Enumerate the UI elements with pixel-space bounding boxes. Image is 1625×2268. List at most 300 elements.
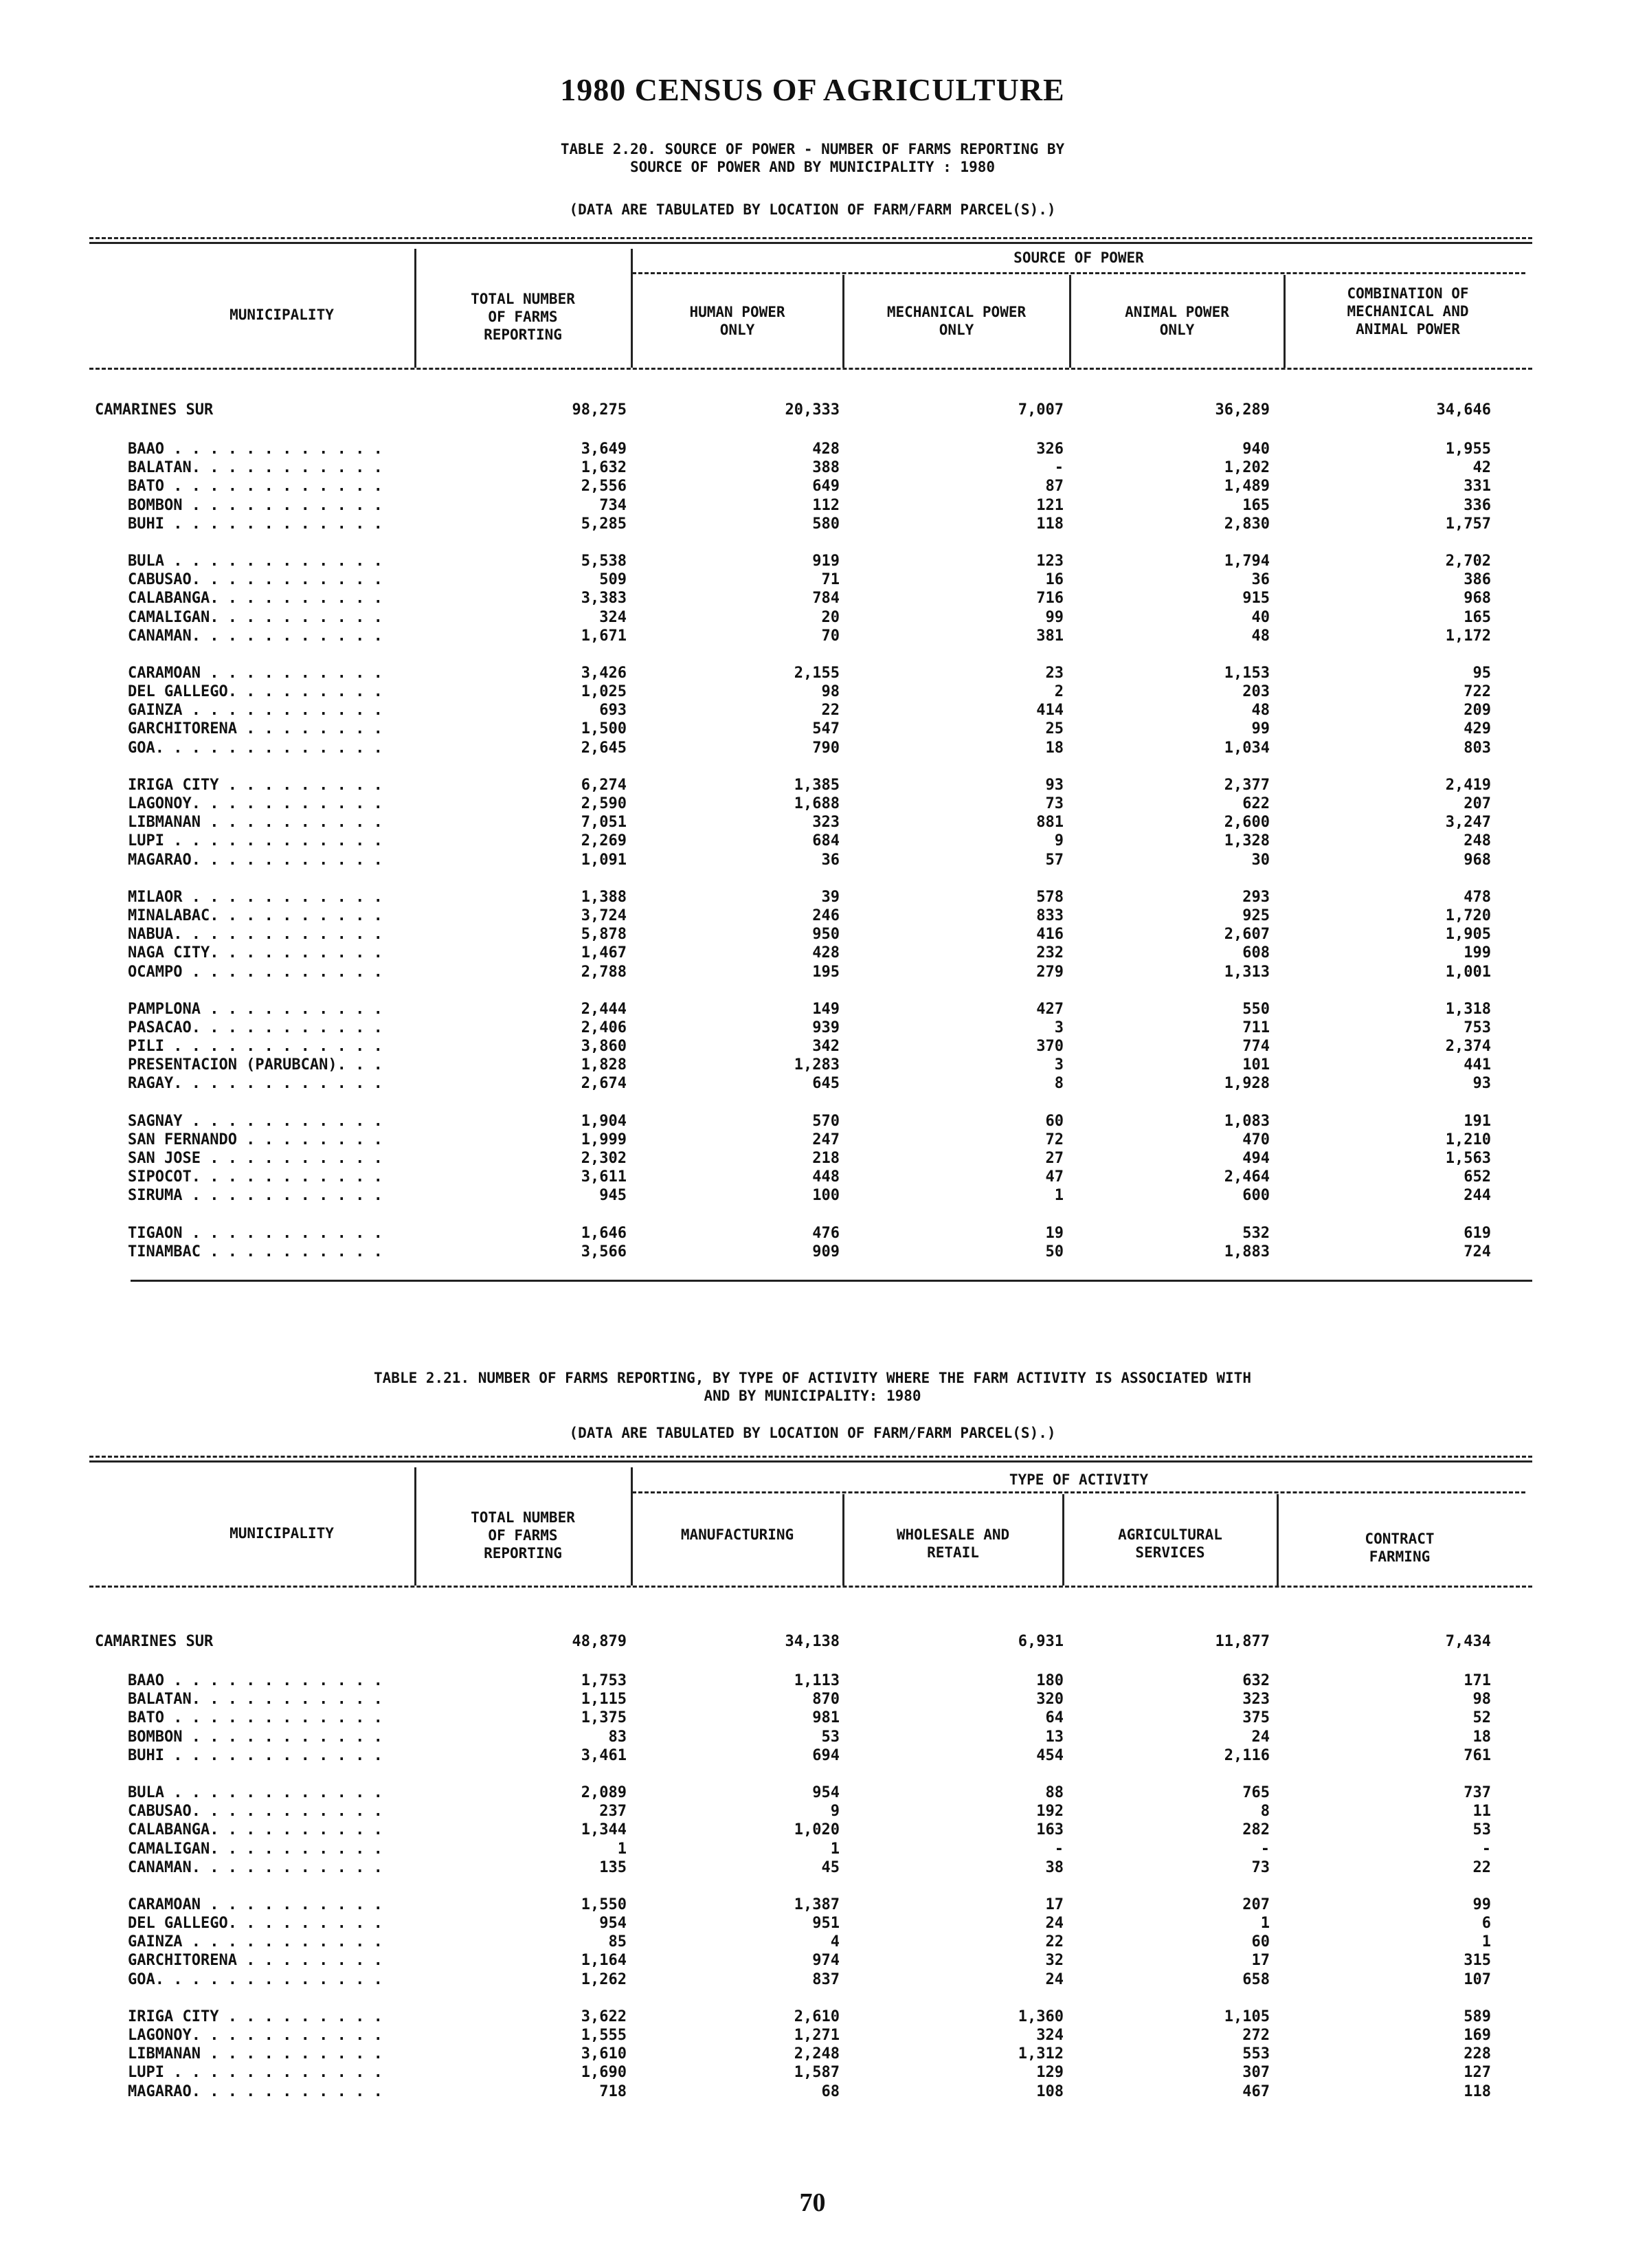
header-line: OF FARMS xyxy=(488,1527,558,1544)
value-cell: 716 xyxy=(1036,590,1064,608)
table2-col3-header xyxy=(1065,1526,1275,1561)
value-cell: 53 xyxy=(1472,1821,1491,1839)
table2-top-rule xyxy=(89,1456,1532,1458)
value-cell: 18 xyxy=(1472,1728,1491,1746)
value-cell: 169 xyxy=(1464,2027,1491,2044)
value-cell: 1,153 xyxy=(1224,664,1270,682)
table1-top-rule-solid xyxy=(89,242,1532,244)
municipality-name: CARAMOAN . . . . . . . . . . xyxy=(128,664,383,682)
value-cell: 22 xyxy=(1045,1933,1064,1951)
table2-top-rule-solid xyxy=(89,1460,1532,1463)
table-row xyxy=(0,944,1625,963)
table-row xyxy=(0,720,1625,739)
total-value: 83 xyxy=(608,1728,627,1746)
value-cell: 1,113 xyxy=(794,1672,840,1689)
value-cell: 39 xyxy=(821,888,840,906)
value-cell: 279 xyxy=(1036,963,1064,981)
value-cell: 13 xyxy=(1045,1728,1064,1746)
value-cell: 171 xyxy=(1464,1672,1491,1689)
value-cell: 326 xyxy=(1036,441,1064,458)
value-cell: 2,116 xyxy=(1224,1746,1270,1764)
table-row xyxy=(0,1075,1625,1093)
table2-municipality-header: MUNICIPALITY xyxy=(229,1525,334,1542)
value-cell: 658 xyxy=(1242,1970,1270,1988)
total-value: 2,089 xyxy=(581,1783,627,1801)
table-row xyxy=(0,1709,1625,1728)
value-cell: 2,830 xyxy=(1224,515,1270,533)
value-cell: 1 xyxy=(830,1840,840,1858)
value-cell: 589 xyxy=(1464,2008,1491,2025)
municipality-name: SIRUMA . . . . . . . . . . . xyxy=(128,1187,383,1205)
value-cell: 101 xyxy=(1242,1056,1270,1074)
value-cell: 915 xyxy=(1242,590,1270,608)
municipality-name: IRIGA CITY . . . . . . . . . xyxy=(128,2008,383,2025)
table-row xyxy=(0,702,1625,720)
value-cell: 129 xyxy=(1036,2064,1064,2082)
table2-title-line1: TABLE 2.21. NUMBER OF FARMS REPORTING, BY TYPE OF ACTIVITY WHERE THE FARM ACTIVITY IS ASSOCIATED WITH xyxy=(374,1370,1251,1386)
table2-header-rule xyxy=(89,1586,1532,1588)
table-row xyxy=(0,2064,1625,2082)
table-row xyxy=(0,1821,1625,1840)
value-cell: 1 xyxy=(1481,1933,1491,1951)
value-cell: 388 xyxy=(812,459,840,477)
table-row xyxy=(0,1672,1625,1691)
table-row xyxy=(0,459,1625,478)
table-row xyxy=(0,627,1625,646)
value-cell: 381 xyxy=(1036,627,1064,645)
value-cell: 1,328 xyxy=(1224,832,1270,850)
header-line: ANIMAL POWER xyxy=(1125,304,1229,320)
value-cell: 247 xyxy=(812,1131,840,1148)
value-cell: 870 xyxy=(812,1691,840,1709)
value-cell: 940 xyxy=(1242,441,1270,458)
value-cell: 53 xyxy=(821,1728,840,1746)
value-cell: 98 xyxy=(821,683,840,701)
value-cell: 547 xyxy=(812,720,840,738)
value-cell: 22 xyxy=(1472,1858,1491,1876)
table-row xyxy=(0,852,1625,870)
municipality-name: CABUSAO. . . . . . . . . . . xyxy=(128,1803,383,1821)
value-cell: 1,020 xyxy=(794,1821,840,1839)
value-cell: 1,688 xyxy=(794,795,840,812)
header-line: MECHANICAL AND xyxy=(1347,303,1469,320)
municipality-name: DEL GALLEGO. . . . . . . . . xyxy=(128,1915,383,1933)
municipality-name: OCAMPO . . . . . . . . . . . xyxy=(128,963,383,981)
value-cell: 8 xyxy=(1260,1803,1270,1821)
value-cell: 454 xyxy=(1036,1746,1064,1764)
value-cell: 909 xyxy=(812,1243,840,1260)
total-value: 1,646 xyxy=(581,1224,627,1242)
municipality-name: CABUSAO. . . . . . . . . . . xyxy=(128,571,383,589)
municipality-name: CAMALIGAN. . . . . . . . . . xyxy=(128,608,383,626)
table1-group-header: SOURCE OF POWER xyxy=(1013,249,1144,266)
table2-divider xyxy=(414,1467,416,1586)
table1-bottom-rule xyxy=(131,1280,1532,1282)
municipality-name: GAINZA . . . . . . . . . . . xyxy=(128,1933,383,1951)
table-row xyxy=(0,2083,1625,2102)
table1-header-rule xyxy=(89,368,1532,370)
value-cell: 71 xyxy=(821,571,840,589)
value-cell: 246 xyxy=(812,907,840,924)
value-cell: 1,271 xyxy=(794,2027,840,2044)
table1-title-line1: TABLE 2.20. SOURCE OF POWER - NUMBER OF FARMS REPORTING BY xyxy=(560,141,1065,157)
value-cell: 608 xyxy=(1242,944,1270,962)
value-cell: 3 xyxy=(1054,1056,1064,1074)
municipality-name: MAGARAO. . . . . . . . . . . xyxy=(128,2082,383,2100)
municipality-name: CANAMAN. . . . . . . . . . . xyxy=(128,1858,383,1876)
value-cell: 722 xyxy=(1464,683,1491,701)
table-row xyxy=(0,1168,1625,1187)
value-cell: 1,105 xyxy=(1224,2008,1270,2025)
total-value: 3,649 xyxy=(581,441,627,458)
value-cell: 414 xyxy=(1036,702,1064,720)
value-cell: 149 xyxy=(812,1000,840,1018)
total-value: 3,383 xyxy=(581,590,627,608)
value-cell: 108 xyxy=(1036,2082,1064,2100)
value-cell: 494 xyxy=(1242,1150,1270,1167)
header-line: MECHANICAL POWER xyxy=(886,304,1027,320)
municipality-name: BUHI . . . . . . . . . . . . xyxy=(128,515,383,533)
total-value: 3,611 xyxy=(581,1168,627,1186)
total-value: 509 xyxy=(599,571,627,589)
header-line: TOTAL NUMBER xyxy=(471,291,575,307)
table-row xyxy=(0,907,1625,926)
value-cell: 23 xyxy=(1045,664,1064,682)
value-cell: 974 xyxy=(812,1952,840,1970)
value-cell: 99 xyxy=(1045,608,1064,626)
municipality-name: BOMBON . . . . . . . . . . . xyxy=(128,1728,383,1746)
value-cell: 632 xyxy=(1242,1672,1270,1689)
value-cell: 1,757 xyxy=(1445,515,1491,533)
value-cell: 336 xyxy=(1464,496,1491,514)
value-cell: 2,464 xyxy=(1224,1168,1270,1186)
value-cell: 68 xyxy=(821,2082,840,2100)
value-cell: 441 xyxy=(1464,1056,1491,1074)
value-cell: 925 xyxy=(1242,907,1270,924)
value-cell: 180 xyxy=(1036,1672,1064,1689)
value-cell: 684 xyxy=(812,832,840,850)
municipality-name: LIBMANAN . . . . . . . . . . xyxy=(128,2045,383,2063)
table-row xyxy=(0,1803,1625,1821)
value-cell: 774 xyxy=(1242,1038,1270,1056)
table-row xyxy=(0,1038,1625,1056)
value-cell: 52 xyxy=(1472,1709,1491,1727)
table-row xyxy=(0,1150,1625,1168)
table-row xyxy=(0,1896,1625,1915)
total-value: 3,860 xyxy=(581,1038,627,1056)
table-row xyxy=(0,2045,1625,2064)
value-cell: 1,720 xyxy=(1445,907,1491,924)
value-cell: 1,489 xyxy=(1224,478,1270,496)
value-cell: 195 xyxy=(812,963,840,981)
total-value: 1,753 xyxy=(581,1672,627,1689)
table2-group-rule xyxy=(632,1491,1525,1493)
value-cell: 293 xyxy=(1242,888,1270,906)
value-cell: 375 xyxy=(1242,1709,1270,1727)
municipality-name: LAGONOY. . . . . . . . . . . xyxy=(128,795,383,812)
total-value: 3,610 xyxy=(581,2045,627,2063)
value-cell: 17 xyxy=(1045,1895,1064,1913)
municipality-name: TIGAON . . . . . . . . . . . xyxy=(128,1224,383,1242)
table1-col2-header xyxy=(845,303,1068,339)
value-cell: 1,587 xyxy=(794,2064,840,2082)
value-cell: - xyxy=(1054,1840,1064,1858)
value-cell: 60 xyxy=(1045,1112,1064,1130)
table-row xyxy=(0,515,1625,534)
total-value: 693 xyxy=(599,702,627,720)
value-cell: 470 xyxy=(1242,1131,1270,1148)
value-cell: 9 xyxy=(1054,832,1064,850)
table1-group-rule xyxy=(632,272,1525,274)
value-cell: 428 xyxy=(812,441,840,458)
total-value: 6,274 xyxy=(581,776,627,794)
table-row xyxy=(0,2027,1625,2045)
value-cell: 645 xyxy=(812,1075,840,1093)
table-row xyxy=(0,1131,1625,1150)
value-cell: 342 xyxy=(812,1038,840,1056)
value-cell: 711 xyxy=(1242,1019,1270,1036)
value-cell: 19 xyxy=(1045,1224,1064,1242)
value-cell: 323 xyxy=(1242,1691,1270,1709)
table-row xyxy=(0,1225,1625,1243)
table2-col2-header xyxy=(845,1526,1061,1561)
province-total-row xyxy=(0,401,1625,422)
municipality-name: SAN FERNANDO . . . . . . . . xyxy=(128,1131,383,1148)
total-value: 1,632 xyxy=(581,459,627,477)
value-cell: 386 xyxy=(1464,571,1491,589)
table-row xyxy=(0,1001,1625,1019)
value-cell: 2,377 xyxy=(1224,776,1270,794)
table2-divider xyxy=(842,1494,844,1586)
value-cell: 919 xyxy=(812,552,840,570)
municipality-name: CARAMOAN . . . . . . . . . . xyxy=(128,1895,383,1913)
total-value: 5,285 xyxy=(581,515,627,533)
total-value: 7,051 xyxy=(581,814,627,832)
value-cell: 429 xyxy=(1464,720,1491,738)
municipality-name: MILAOR . . . . . . . . . . . xyxy=(128,888,383,906)
total-value: 3,622 xyxy=(581,2008,627,2025)
value-cell: 323 xyxy=(812,814,840,832)
table1-divider xyxy=(842,275,844,368)
value-cell: 2,607 xyxy=(1224,926,1270,944)
table-row xyxy=(0,683,1625,702)
header-line: ONLY xyxy=(939,322,974,338)
value-cell: 649 xyxy=(812,478,840,496)
value-cell: 24 xyxy=(1251,1728,1270,1746)
value-cell: 939 xyxy=(812,1019,840,1036)
value-cell: 1,312 xyxy=(1018,2045,1064,2063)
value-cell: 578 xyxy=(1036,888,1064,906)
value-cell: 11 xyxy=(1472,1803,1491,1821)
value-cell: 652 xyxy=(1464,1168,1491,1186)
value-cell: 27 xyxy=(1045,1150,1064,1167)
value-cell: 18 xyxy=(1045,739,1064,757)
total-value: 1,690 xyxy=(581,2064,627,2082)
value-cell: 107 xyxy=(1464,1970,1491,1988)
value-cell: 248 xyxy=(1464,832,1491,850)
total-value: 1,828 xyxy=(581,1056,627,1074)
value-cell: 207 xyxy=(1242,1895,1270,1913)
table-row xyxy=(0,926,1625,944)
value-cell: 803 xyxy=(1464,739,1491,757)
municipality-name: GARCHITORENA . . . . . . . . xyxy=(128,720,383,738)
value-cell: 40 xyxy=(1251,608,1270,626)
value-cell: 207 xyxy=(1464,795,1491,812)
value-cell: 98 xyxy=(1472,1691,1491,1709)
table-row xyxy=(0,1952,1625,1970)
municipality-name: NABUA. . . . . . . . . . . . xyxy=(128,926,383,944)
municipality-name: IRIGA CITY . . . . . . . . . xyxy=(128,776,383,794)
municipality-name: NAGA CITY. . . . . . . . . . xyxy=(128,944,383,962)
header-line: ONLY xyxy=(719,322,755,338)
value-cell: 127 xyxy=(1464,2064,1491,2082)
municipality-name: CAMARINES SUR xyxy=(95,1633,214,1650)
value-cell: 532 xyxy=(1242,1224,1270,1242)
header-line: ANIMAL POWER xyxy=(1356,321,1460,337)
municipality-name: BAAO . . . . . . . . . . . . xyxy=(128,1672,383,1689)
value-cell: 968 xyxy=(1464,590,1491,608)
value-cell: 570 xyxy=(812,1112,840,1130)
municipality-name: MAGARAO. . . . . . . . . . . xyxy=(128,851,383,869)
value-cell: 121 xyxy=(1036,496,1064,514)
header-line: AGRICULTURAL xyxy=(1118,1526,1222,1543)
total-value: 2,302 xyxy=(581,1150,627,1167)
municipality-name: GAINZA . . . . . . . . . . . xyxy=(128,702,383,720)
table-row xyxy=(0,665,1625,683)
table-row xyxy=(0,964,1625,982)
total-value: 1,025 xyxy=(581,683,627,701)
table-row xyxy=(0,740,1625,758)
table-row xyxy=(0,1728,1625,1747)
table1-divider xyxy=(1069,275,1071,368)
total-value: 1,091 xyxy=(581,851,627,869)
value-cell: 118 xyxy=(1464,2082,1491,2100)
value-cell: 784 xyxy=(812,590,840,608)
value-cell: 218 xyxy=(812,1150,840,1167)
table2-group-header: TYPE OF ACTIVITY xyxy=(1009,1471,1149,1488)
value-cell: 11,877 xyxy=(1215,1633,1270,1650)
value-cell: 837 xyxy=(812,1970,840,1988)
table-row xyxy=(0,478,1625,496)
table2-col1-header xyxy=(634,1526,841,1544)
header-line: FARMING xyxy=(1369,1548,1431,1565)
table-row xyxy=(0,497,1625,515)
value-cell: 765 xyxy=(1242,1783,1270,1801)
value-cell: 47 xyxy=(1045,1168,1064,1186)
value-cell: - xyxy=(1260,1840,1270,1858)
value-cell: 3,247 xyxy=(1445,814,1491,832)
value-cell: 93 xyxy=(1472,1075,1491,1093)
total-value: 1,344 xyxy=(581,1821,627,1839)
municipality-name: CAMALIGAN. . . . . . . . . . xyxy=(128,1840,383,1858)
table-row xyxy=(0,1747,1625,1766)
value-cell: 112 xyxy=(812,496,840,514)
total-value: 3,426 xyxy=(581,664,627,682)
value-cell: 34,646 xyxy=(1436,401,1491,419)
value-cell: 99 xyxy=(1472,1895,1491,1913)
value-cell: 478 xyxy=(1464,888,1491,906)
value-cell: 370 xyxy=(1036,1038,1064,1056)
municipality-name: BATO . . . . . . . . . . . . xyxy=(128,478,383,496)
table1-col4-header xyxy=(1286,285,1529,338)
municipality-name: MINALABAC. . . . . . . . . . xyxy=(128,907,383,924)
value-cell: 191 xyxy=(1464,1112,1491,1130)
value-cell: 36 xyxy=(1251,571,1270,589)
municipality-name: BAAO . . . . . . . . . . . . xyxy=(128,441,383,458)
total-value: 1,671 xyxy=(581,627,627,645)
value-cell: 7,007 xyxy=(1018,401,1064,419)
table1-municipality-header: MUNICIPALITY xyxy=(229,307,334,323)
value-cell: 6 xyxy=(1481,1915,1491,1933)
total-value: 1,550 xyxy=(581,1895,627,1913)
value-cell: 99 xyxy=(1251,720,1270,738)
value-cell: 209 xyxy=(1464,702,1491,720)
value-cell: 272 xyxy=(1242,2027,1270,2044)
table2-divider xyxy=(1277,1494,1279,1586)
value-cell: 70 xyxy=(821,627,840,645)
table2-divider xyxy=(1062,1494,1064,1586)
total-value: 1 xyxy=(617,1840,627,1858)
value-cell: 550 xyxy=(1242,1000,1270,1018)
value-cell: - xyxy=(1054,459,1064,477)
province-total-row xyxy=(0,1633,1625,1654)
value-cell: 753 xyxy=(1464,1019,1491,1036)
value-cell: 737 xyxy=(1464,1783,1491,1801)
header-line: COMBINATION OF xyxy=(1347,285,1469,302)
value-cell: 32 xyxy=(1045,1952,1064,1970)
value-cell: 1,883 xyxy=(1224,1243,1270,1260)
total-value: 2,556 xyxy=(581,478,627,496)
value-cell: 36 xyxy=(821,851,840,869)
value-cell: 38 xyxy=(1045,1858,1064,1876)
table-row xyxy=(0,571,1625,590)
municipality-name: PILI . . . . . . . . . . . . xyxy=(128,1038,383,1056)
value-cell: 1,202 xyxy=(1224,459,1270,477)
value-cell: 199 xyxy=(1464,944,1491,962)
value-cell: 2,702 xyxy=(1445,552,1491,570)
value-cell: 1 xyxy=(1054,1187,1064,1205)
total-value: 85 xyxy=(608,1933,627,1951)
value-cell: 2,155 xyxy=(794,664,840,682)
value-cell: 1 xyxy=(1260,1915,1270,1933)
value-cell: 9 xyxy=(830,1803,840,1821)
header-line: HUMAN POWER xyxy=(689,304,785,320)
municipality-name: BALATAN. . . . . . . . . . . xyxy=(128,459,383,477)
total-value: 734 xyxy=(599,496,627,514)
value-cell: 761 xyxy=(1464,1746,1491,1764)
value-cell: 30 xyxy=(1251,851,1270,869)
total-value: 1,467 xyxy=(581,944,627,962)
value-cell: 1,083 xyxy=(1224,1112,1270,1130)
total-value: 2,645 xyxy=(581,739,627,757)
value-cell: 315 xyxy=(1464,1952,1491,1970)
table1-divider xyxy=(1284,275,1286,368)
table1-col3-header xyxy=(1072,303,1282,339)
table1-title-line2: SOURCE OF POWER AND BY MUNICIPALITY : 1980 xyxy=(629,159,995,175)
total-value: 5,878 xyxy=(581,926,627,944)
value-cell: 1,283 xyxy=(794,1056,840,1074)
value-cell: 553 xyxy=(1242,2045,1270,2063)
value-cell: 165 xyxy=(1242,496,1270,514)
municipality-name: GOA. . . . . . . . . . . . . xyxy=(128,1970,383,1988)
header-line: ONLY xyxy=(1159,322,1195,338)
header-line: OF FARMS xyxy=(488,309,558,325)
header-line: CONTRACT xyxy=(1365,1531,1435,1547)
municipality-name: CANAMAN. . . . . . . . . . . xyxy=(128,627,383,645)
total-value: 1,904 xyxy=(581,1112,627,1130)
value-cell: 232 xyxy=(1036,944,1064,962)
value-cell: 8 xyxy=(1054,1075,1064,1093)
